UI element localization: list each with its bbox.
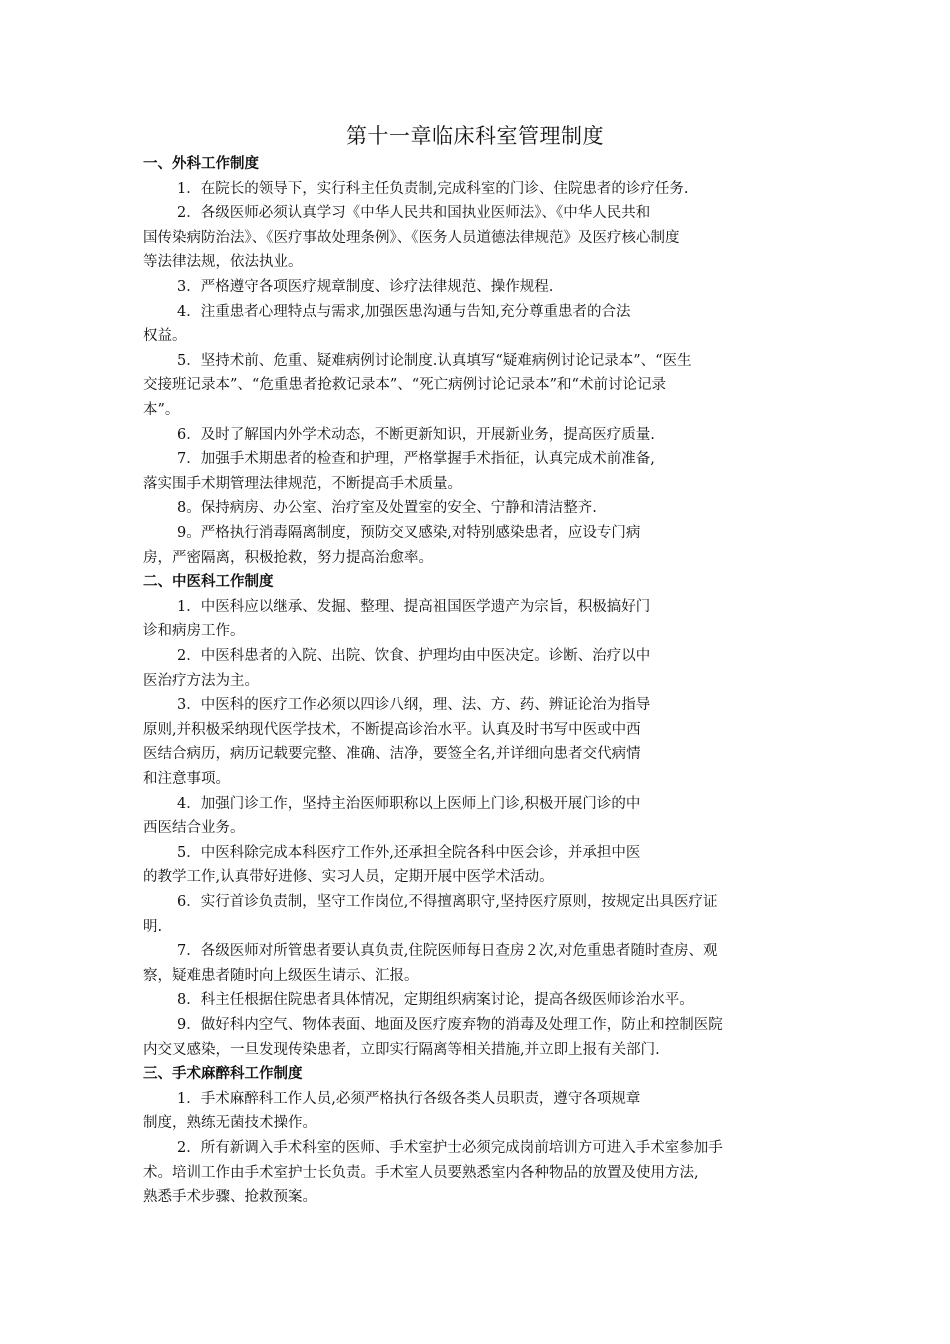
body-line: 交接班记录本”、“危重患者抢救记录本”、“死亡病例讨论记录本”和“术前讨论记录 (143, 377, 666, 394)
body-line: 9．做好科内空气、物体表面、地面及医疗废弃物的消毒及处理工作，防止和控制医院 (177, 1017, 723, 1033)
body-line: 的教学工作,认真带好进修、实习人员，定期开展中医学术活动。 (143, 869, 554, 886)
body-line: 国传染病防治法》、《医疗事故处理条例》、《医务人员道德法律规范》及医疗核心制度 (143, 229, 680, 246)
body-line: 西医结合业务。 (143, 820, 245, 837)
body-line: 3．严格遵守各项医疗规章制度、诊疗法律规范、操作规程. (177, 279, 554, 295)
body-line: 4．注重患者心理特点与需求,加强医患沟通与告知,充分尊重患者的合法 (177, 303, 631, 320)
body-line: 本”。 (143, 402, 180, 418)
section-heading: 二、中医科工作制度 (143, 574, 274, 591)
body-line: 6．实行首诊负责制，坚守工作岗位,不得擅离职守,坚持医疗原则，按规定出具医疗证 (177, 894, 718, 910)
body-line: 2．中医科患者的入院、出院、饮食、护理均由中医决定。诊断、治疗以中 (177, 648, 651, 664)
body-line: 1．手术麻醉科工作人员,必须严格执行各级各类人员职责，遵守各项规章 (177, 1090, 641, 1107)
body-line: 医结合病历，病历记载要完整、准确、洁净，要签全名,并详细向患者交代病情 (143, 746, 641, 763)
body-line: 2．所有新调入手术科室的医师、手术室护士必须完成岗前培训方可进入手术室参加手 (177, 1140, 723, 1156)
body-line: 5．中医科除完成本科医疗工作外,还承担全院各科中医会诊，并承担中医 (177, 844, 641, 861)
body-line: 房，严密隔离，积极抢救，努力提高治愈率。 (143, 549, 433, 566)
body-line: 落实围手术期管理法律规范，不断提高手术质量。 (143, 475, 462, 492)
body-line: 7．各级医师对所管患者要认真负责,住院医师每日查房２次,对危重患者随时查房、观 (177, 943, 718, 960)
body-line: 1．在院长的领导下，实行科主任负责制,完成科室的门诊、住院患者的诊疗任务. (177, 180, 689, 197)
body-line: 和注意事项。 (143, 771, 230, 787)
body-line: 医治疗方法为主。 (143, 672, 259, 689)
body-line: 4．加强门诊工作，坚持主治医师职称以上医师上门诊,积极开展门诊的中 (177, 795, 641, 812)
section-heading: 一、外科工作制度 (143, 156, 259, 172)
body-line: 8。保持病房、办公室、治疗室及处置室的安全、宁静和清洁整齐. (177, 500, 597, 517)
body-line: 2．各级医师必须认真学习《中华人民共和国执业医师法》、《中华人民共和 (177, 205, 651, 222)
body-line: 原则,并积极采纳现代医学技术，不断提高诊治水平。认真及时书写中医或中西 (143, 721, 641, 738)
body-line: 察，疑难患者随时向上级医生请示、汇报。 (143, 967, 419, 984)
body-line: 5．坚持术前、危重、疑难病例讨论制度.认真填写“疑难病例讨论记录本”、“医生 (177, 352, 692, 369)
body-line: 7．加强手术期患者的检查和护理，严格掌握手术指征，认真完成术前准备, (177, 451, 655, 468)
section-heading: 三、手术麻醉科工作制度 (143, 1066, 303, 1083)
body-line: 3．中医科的医疗工作必须以四诊八纲，理、法、方、药、辨证论治为指导 (177, 697, 651, 714)
body-line: 明. (143, 918, 163, 935)
body-line: 熟悉手术步骤、抢救预案。 (143, 1189, 317, 1206)
body-line: 制度，熟练无菌技术操作。 (143, 1115, 317, 1132)
body-line: 8．科主任根据住院患者具体情况，定期组织病案讨论，提高各级医师诊治水平。 (177, 992, 694, 1009)
body-line: 术。培训工作由手术室护士长负责。手术室人员要熟悉室内各种物品的放置及使用方法, (143, 1164, 699, 1181)
body-line: 内交叉感染，一旦发现传染患者，立即实行隔离等相关措施,并立即上报有关部门. (143, 1041, 660, 1058)
body-line: 权益。 (143, 328, 187, 345)
body-line: 等法律法规，依法执业。 (143, 254, 303, 271)
body-line: 诊和病房工作。 (143, 623, 245, 640)
body-line: 1．中医科应以继承、发掘、整理、提高祖国医学遗产为宗旨，积极搞好门 (177, 598, 651, 615)
body-line: 9。严格执行消毒隔离制度，预防交叉感染,对特别感染患者，应设专门病 (177, 525, 641, 541)
document-title: 第十一章临床科室管理制度 (346, 124, 604, 148)
body-line: 6．及时了解国内外学术动态，不断更新知识，开展新业务，提高医疗质量. (177, 426, 655, 443)
